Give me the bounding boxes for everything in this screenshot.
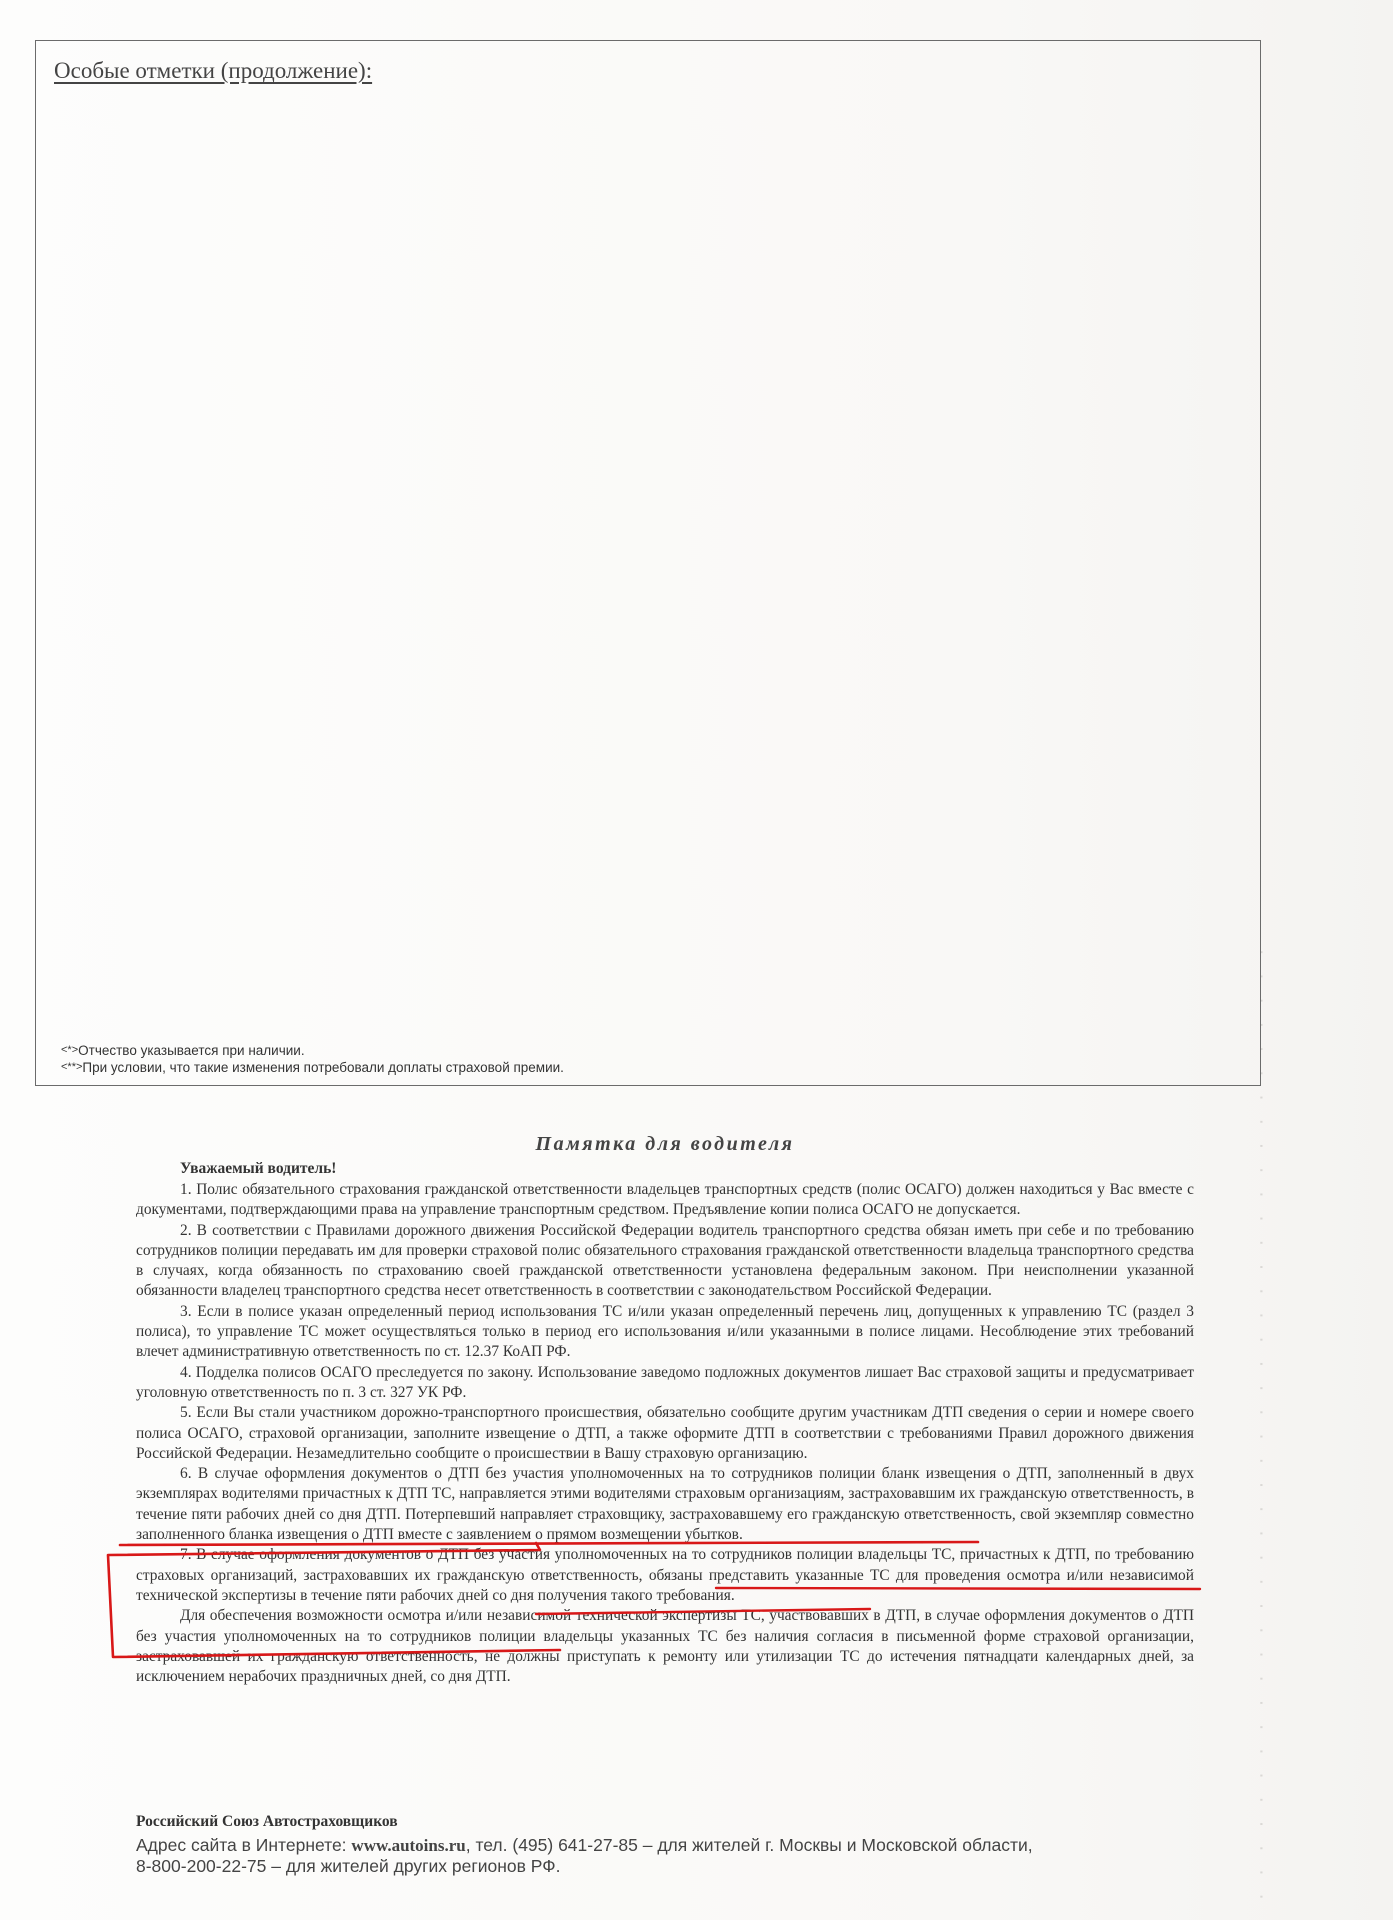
memo-paragraph-7: 7. В случае оформления документов о ДТП без участия уполномоченных на то сотрудников полиции владельцы ТС, причастных к ДТП, по требованию страховых организаций, застраховавших их гражданскую ответственность, обязаны представить указанные ТС для проведения осмотра и/или независимой технической экспертизы в течение пяти рабочих дней со дня получения такого требования. (136, 1546, 1194, 1604)
memo-paragraph-5: 5. Если Вы стали участником дорожно-транспортного происшествия, обязательно сообщите другим участникам ДТП сведения о серии и номере своего полиса ОСАГО, страховой организации, заполните извещение о ДТП, а также оформите ДТП в соответствии с требованиями Правил дорожного движения Российской Федерации. Незамедлительно сообщите о происшествии в Вашу страховую организацию. (136, 1404, 1194, 1462)
footnote-2-mark: <**> (61, 1061, 83, 1073)
memo-paragraph-4: 4. Подделка полисов ОСАГО преследуется по закону. Использование заведомо подложных документов лишает Вас страховой защиты и предусматривает уголовную ответственность по п. 3 ст. 327 УК РФ. (136, 1363, 1194, 1401)
memo-paragraph-3: 3. Если в полисе указан определенный период использования ТС и/или указан определенный перечень лиц, допущенных к управлению ТС (раздел 3 полиса), то управление ТС может осуществляться только в период его использования и/или указанными в полисе лицами. Несоблюдение этих требований влечет административную ответственность по ст. 12.37 КоАП РФ. (136, 1302, 1194, 1361)
website-link[interactable]: www.autoins.ru (351, 1836, 466, 1855)
memo-title: Памятка для водителя (535, 1133, 795, 1155)
special-notes-title: Особые отметки (продолжение): (54, 58, 373, 83)
memo-paragraph-1: 1. Полис обязательного страхования гражданской ответственности владельцев транспортных средств (полис ОСАГО) должен находиться у Вас вместе с документами, подтверждающими права на управление транспортным средством. Предъявление копии полиса ОСАГО не допускается. (136, 1181, 1194, 1219)
footnote-1-text: Отчество указывается при наличии. (78, 1043, 305, 1058)
memo-paragraph-8: Для обеспечения возможности осмотра и/или независимой технической экспертизы ТС, участвовавших в ДТП, в случае оформления документов о ДТП без участия уполномоченных на то сотрудников полиции владельцы указанных ТС без наличия согласия в письменной форме страховой организации, застраховавшей их гражданскую ответственность, не должны приступать к ремонту или утилизации ТС до истечения пятнадцати календарных дней, за исключением нерабочих праздничных дней, со дня ДТП. (136, 1607, 1194, 1686)
red-underline-item5 (120, 1542, 978, 1545)
footnote-2-text: При условии, что такие изменения потребовали доплаты страховой премии. (82, 1060, 564, 1075)
memo-paragraph-6: 6. В случае оформления документов о ДТП без участия уполномоченных на то сотрудников полиции бланк извещения о ДТП, заполненный в двух экземплярах водителями причастных к ДТП ТС, направляется этими водителями страховым организациям, застраховавшим их гражданскую ответственность, в течение пяти рабочих дней со дня ДТП. Потерпевший направляет страховщику, застраховавшему его гражданскую ответственность, свой экземпляр совместно заполненного бланка извещения о ДТП вместе с заявлением о прямом возмещении убытков. (136, 1465, 1194, 1544)
memo-paragraph-2: 2. В соответствии с Правилами дорожного движения Российской Федерации водитель транспортного средства обязан иметь при себе и по требованию сотрудников полиции передавать им для проверки страховой полис обязательного страхования гражданской ответственности владельца транспортного средства в случаях, когда обязанность по страхованию своей гражданской ответственности установлена федеральным законом. При неисполнении указанной обязанности владелец транспортного средства несет ответственность в соответствии с законодательством Российской Федерации. (136, 1221, 1194, 1300)
red-underline-five-working-days (536, 1609, 870, 1614)
organization-name: Российский Союз Автостраховщиков (136, 1813, 398, 1830)
regions-phone: 8-800-200-22-75 – для жителей других регионов РФ. (136, 1856, 561, 1876)
footnote-1-mark: <*> (61, 1044, 79, 1056)
bleed-through-text: · · · · · · · · · · · · · · · · · · · · · · · · · · · · · · · · · · · · · · · · (1250, 942, 1272, 1900)
moscow-phone: , тел. (495) 641-27-85 – для жителей г. Москвы и Московской области, (465, 1835, 1033, 1855)
red-box-item6 (108, 1543, 560, 1657)
memo-greeting: Уважаемый водитель! (180, 1160, 337, 1177)
red-underline-sent-to-insurers (716, 1588, 1200, 1589)
contacts-prefix: Адрес сайта в Интернете: (136, 1835, 347, 1855)
